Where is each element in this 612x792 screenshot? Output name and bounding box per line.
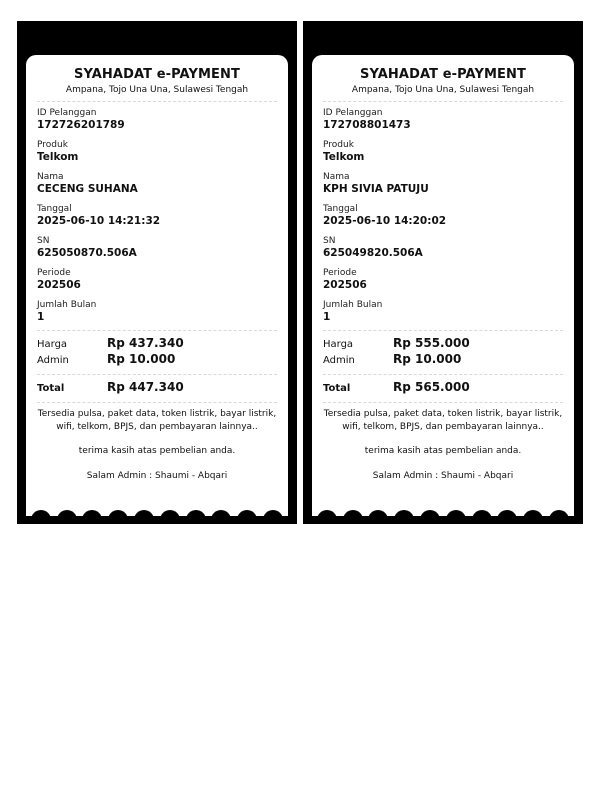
field-label: ID Pelanggan [37,108,97,118]
total-value: Rp 565.000 [393,380,470,394]
field-sn [37,235,277,260]
field-label: Tanggal [37,204,72,214]
field-jumlah-bulan [323,299,563,324]
harga-label: Harga [323,339,354,350]
field-label: ID Pelanggan [323,108,383,118]
field-label: Produk [323,140,354,150]
field-value: CECENG SUHANA [37,183,138,195]
thanks-text: terima kasih atas pembelian anda. [78,446,236,456]
admin-row [37,352,277,368]
field-value: 202506 [37,279,81,291]
field-value: KPH SIVIA PATUJU [323,183,429,195]
field-label: Periode [323,268,357,278]
promo-note: Tersedia pulsa, paket data, token listrik, bayar listrik, wifi, telkom, BPJS, dan pembayaran lainnya.. [323,409,563,432]
field-value: 1 [37,311,45,323]
salam-text: Salam Admin : Shaumi - Abqari [372,471,514,481]
field-id-pelanggan [323,107,563,132]
receipt-frame-right [303,21,583,524]
harga-value: Rp 437.340 [107,336,184,350]
field-jumlah-bulan [37,299,277,324]
field-label: Jumlah Bulan [323,300,383,310]
field-sn [323,235,563,260]
field-label: SN [37,236,50,246]
field-nama [37,171,277,196]
field-periode [37,267,277,292]
total-label: Total [37,383,65,394]
receipt-scallop-edge [26,510,288,522]
field-produk [323,139,563,164]
field-label: Nama [323,172,350,182]
field-label: Tanggal [323,204,358,214]
total-value: Rp 447.340 [107,380,184,394]
receipt-frame-left [17,21,297,524]
receipt-subtitle: Ampana, Tojo Una Una, Sulawesi Tengah [351,85,535,95]
total-label: Total [323,383,351,394]
field-value: 172726201789 [37,119,125,131]
divider [37,374,277,375]
salam-text: Salam Admin : Shaumi - Abqari [86,471,228,481]
admin-label: Admin [37,355,69,366]
admin-row [323,352,563,368]
divider [323,330,563,331]
divider [323,374,563,375]
harga-label: Harga [37,339,68,350]
harga-value: Rp 555.000 [393,336,470,350]
divider [323,402,563,403]
receipt-card [26,55,288,516]
field-nama [323,171,563,196]
field-tanggal [37,203,277,228]
field-label: Jumlah Bulan [37,300,97,310]
admin-label: Admin [323,355,355,366]
field-value: 2025-06-10 14:20:02 [323,215,447,227]
field-value: Telkom [323,151,365,163]
field-label: Produk [37,140,68,150]
field-value: 1 [323,311,331,323]
receipt-subtitle: Ampana, Tojo Una Una, Sulawesi Tengah [65,85,249,95]
receipt-title: SYAHADAT e-PAYMENT [360,67,526,82]
divider [37,330,277,331]
field-value: 625050870.506A [37,247,137,259]
receipt-title: SYAHADAT e-PAYMENT [74,67,240,82]
field-value: 2025-06-10 14:21:32 [37,215,161,227]
field-label: Nama [37,172,64,182]
divider [37,101,277,102]
field-id-pelanggan [37,107,277,132]
field-value: 202506 [323,279,367,291]
field-value: Telkom [37,151,79,163]
divider [37,402,277,403]
admin-value: Rp 10.000 [393,352,462,366]
admin-value: Rp 10.000 [107,352,176,366]
divider [323,101,563,102]
total-row [323,380,563,396]
thanks-text: terima kasih atas pembelian anda. [364,446,522,456]
field-produk [37,139,277,164]
receipt-card [312,55,574,516]
harga-row [323,336,563,352]
total-row [37,380,277,396]
field-label: SN [323,236,336,246]
harga-row [37,336,277,352]
field-tanggal [323,203,563,228]
field-label: Periode [37,268,71,278]
promo-note: Tersedia pulsa, paket data, token listrik, bayar listrik, wifi, telkom, BPJS, dan pembayaran lainnya.. [37,409,277,432]
field-periode [323,267,563,292]
field-value: 625049820.506A [323,247,423,259]
receipt-scallop-edge [312,510,574,522]
field-value: 172708801473 [323,119,411,131]
